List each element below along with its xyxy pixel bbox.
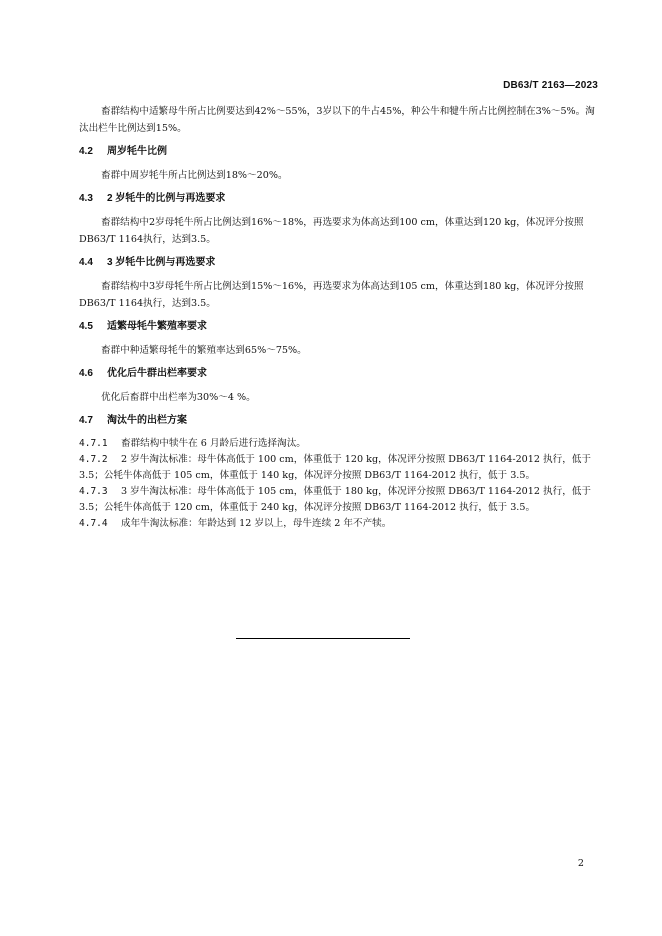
page-number: 2 [577,858,584,869]
section-heading-4-6 [79,366,599,381]
intro-paragraph: 畜群结构中适繁母牛所占比例要达到42%～55%，3岁以下的牛占45%，种公牛和犍牛所占比例控制在3%～5%。淘汰出栏牛比例达到15%。 [79,106,595,134]
page-content [79,103,599,532]
section-number: 4.5 [79,321,93,332]
item-number: 4.7.3 [79,486,108,497]
section-text-4-5: 畜群中种适繁母牦牛的繁殖率达到65%～75%。 [101,345,307,356]
section-heading-4-7 [79,413,599,428]
section-number: 4.4 [79,257,93,268]
item-text: 成年牛淘汰标准：年龄达到 12 岁以上，母牛连续 2 年不产犊。 [121,518,392,529]
subsection-list-4-7 [79,436,599,532]
section-number: 4.6 [79,368,93,379]
section-title: 周岁牦牛比例 [107,146,167,157]
section-text-4-2: 畜群中周岁牦牛所占比例达到18%～20%。 [101,170,288,181]
section-number: 4.7 [79,415,93,426]
section-text-4-6: 优化后畜群中出栏率为30%～4 %。 [101,392,256,403]
item-text: 3 岁牛淘汰标准：母牛体高低于 105 cm，体重低于 180 kg，体况评分按照 DB63/T 1164-2012 执行，低于 3.5；公牦牛体高低于 120 cm，体重低于 240 kg，体况评分按照 DB63/T 1164-2012 执行，低于 3.5。 [79,486,592,513]
item-number: 4.7.2 [79,454,108,465]
list-item [79,484,599,516]
section-heading-4-5 [79,319,599,334]
section-title: 2 岁牦牛的比例与再选要求 [107,193,226,204]
section-number: 4.2 [79,146,93,157]
item-number: 4.7.1 [79,438,108,449]
section-heading-4-3 [79,191,599,206]
list-item [79,452,599,484]
list-item [79,436,599,452]
section-number: 4.3 [79,193,93,204]
item-number: 4.7.4 [79,518,108,529]
section-heading-4-4 [79,255,599,270]
item-text: 2 岁牛淘汰标准：母牛体高低于 100 cm，体重低于 120 kg，体况评分按照 DB63/T 1164-2012 执行，低于 3.5；公牦牛体高低于 105 cm，体重低于 140 kg，体况评分按照 DB63/T 1164-2012 执行，低于 3.5。 [79,454,592,481]
document-id-header: DB63/T 2163—2023 [503,80,598,91]
section-title: 3 岁牦牛比例与再选要求 [107,257,216,268]
section-title: 优化后牛群出栏率要求 [107,368,207,379]
section-title: 淘汰牛的出栏方案 [107,415,187,426]
end-of-document-rule [236,638,410,639]
item-text: 畜群结构中犊牛在 6 月龄后进行选择淘汰。 [121,438,306,449]
list-item [79,516,599,532]
section-text-4-4: 畜群结构中3岁母牦牛所占比例达到15%～16%，再选要求为体高达到105 cm，体重达到180 kg，体况评分按照DB63/T 1164执行，达到3.5。 [79,281,584,309]
section-heading-4-2 [79,144,599,159]
section-title: 适繁母牦牛繁殖率要求 [107,321,207,332]
section-text-4-3: 畜群结构中2岁母牦牛所占比例达到16%～18%，再选要求为体高达到100 cm，体重达到120 kg，体况评分按照DB63/T 1164执行，达到3.5。 [79,217,584,245]
